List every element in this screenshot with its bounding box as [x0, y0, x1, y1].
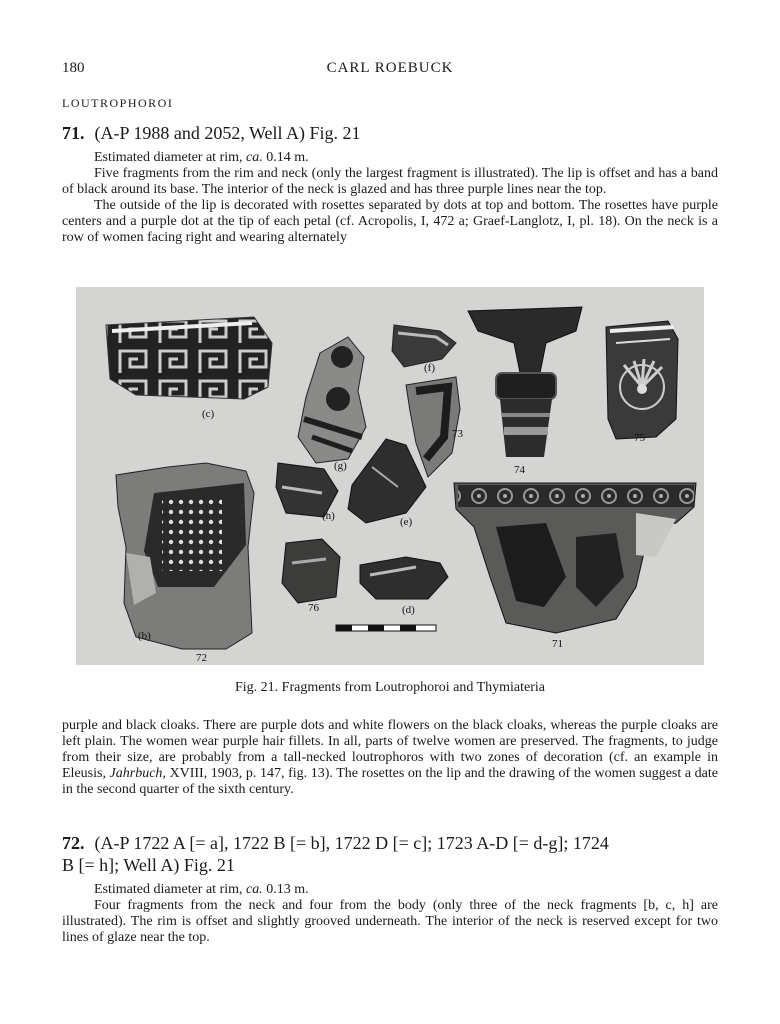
label-c: (c)	[202, 408, 215, 420]
label-71: 71	[552, 638, 563, 650]
label-f: (f)	[424, 362, 435, 374]
entry-72-number: 72.	[62, 833, 85, 853]
entry-72-heading-line-2: B [= h]; Well A) Fig. 21	[62, 855, 235, 875]
entry-72-body	[62, 882, 718, 946]
label-d: (d)	[402, 604, 415, 616]
entry-71-paragraph-2: The outside of the lip is decorated with rosettes separated by dots at top and bottom. The rosettes have purple centers and a purple dot at the tip of each petal (cf. Acropolis, I, 472 a; Graef-Langlotz, I, pl. 18). On the neck is a row of women facing right and wearing alternately	[62, 198, 718, 245]
fragment-b	[116, 463, 254, 649]
entry-71-body	[62, 150, 718, 246]
label-h: (h)	[322, 510, 335, 522]
page-header	[62, 60, 718, 80]
page-number: 180	[62, 60, 85, 76]
label-74: 74	[514, 464, 525, 476]
entry-72-diameter: Estimated diameter at rim, ca. 0.13 m.	[94, 882, 309, 897]
label-72: 72	[196, 652, 207, 664]
label-75: 75	[634, 432, 645, 444]
entry-71-heading	[62, 122, 361, 144]
label-76: 76	[308, 602, 319, 614]
fragment-76	[282, 539, 340, 603]
entry-71-diameter: Estimated diameter at rim, ca. 0.14 m.	[94, 150, 309, 165]
label-73: 73	[452, 428, 463, 440]
entry-72-paragraph-1: Four fragments from the neck and four from the body (only three of the neck fragments [b, c, h] are illustrated). The rim is offset and slightly grooved underneath. The interior of the neck is reserved except for two lines of glaze near the top.	[62, 898, 718, 945]
entry-72-heading-line-1: (A-P 1722 A [= a], 1722 B [= b], 1722 D [= c]; 1723 A-D [= d-g]; 1724	[94, 833, 609, 853]
running-title: CARL ROEBUCK	[326, 60, 454, 76]
entry-72-heading	[62, 832, 609, 876]
fragment-75	[606, 321, 678, 439]
label-g: (g)	[334, 460, 347, 472]
entry-71-number: 71.	[62, 123, 85, 143]
entry-71-heading-text: (A-P 1988 and 2052, Well A) Fig. 21	[94, 123, 361, 143]
scale-bar	[336, 625, 436, 631]
label-e: (e)	[400, 516, 413, 528]
figure-caption: Fig. 21. Fragments from Loutrophoroi and Thymiateria	[234, 680, 546, 695]
entry-71-continuation: purple and black cloaks. There are purple dots and white flowers on the black cloaks, whereas the purple cloaks are left plain. The women wear purple hair fillets. In all, parts of twelve women are preserved. The fragments, to judge from their size, are probably from a tall-necked loutrophoros with two zones of decoration (cf. an example in Eleusis, Jahrbuch, XVIII, 1903, p. 147, fig. 13). The rosettes on the lip and the drawing of the women suggest a date in the second quarter of the sixth century.	[62, 718, 718, 797]
section-title: LOUTROPHOROI	[62, 96, 174, 110]
figure-21-photograph	[76, 287, 704, 665]
entry-71-paragraph-1: Five fragments from the rim and neck (only the largest fragment is illustrated). The lip is offset and has a band of black around its base. The interior of the neck is glazed and has three purple lines near the top.	[62, 166, 718, 197]
label-b: (b)	[138, 630, 151, 642]
